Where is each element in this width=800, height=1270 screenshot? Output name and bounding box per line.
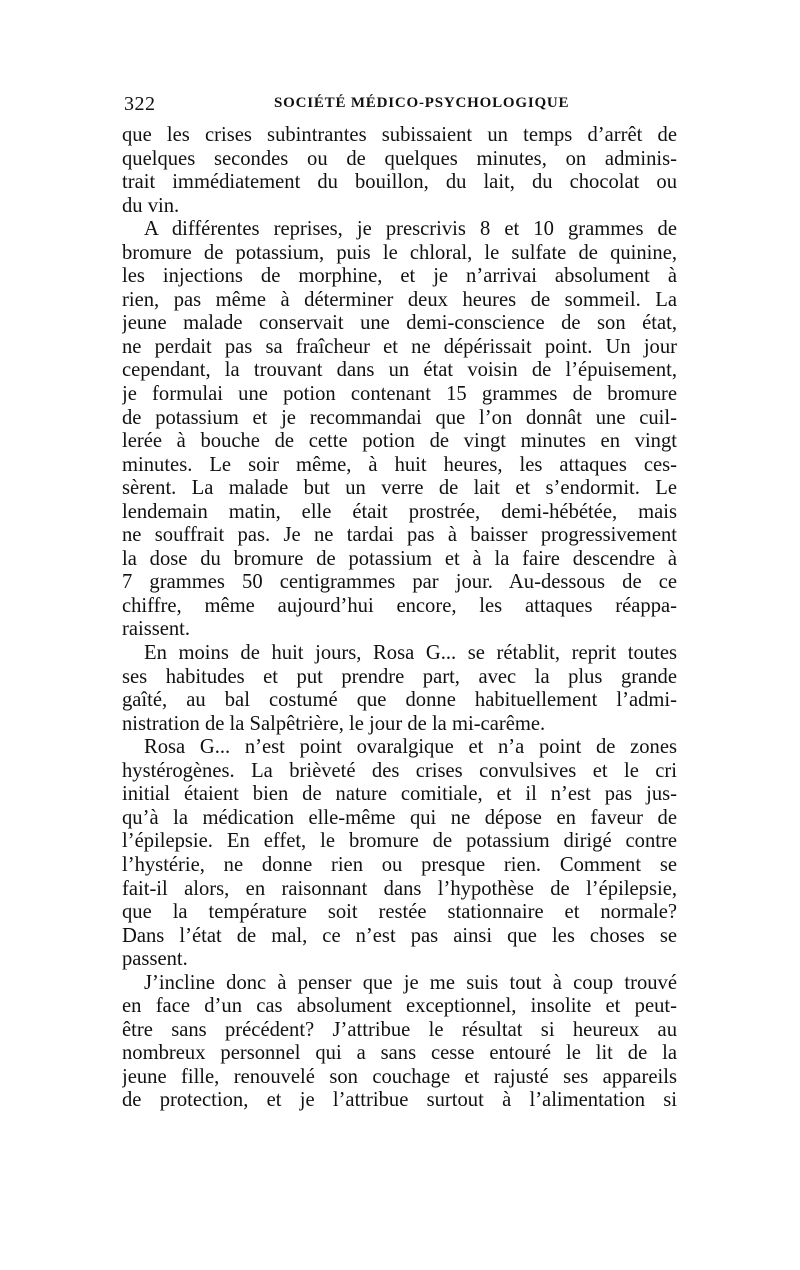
text-line: la dose du bromure de potassium et à la faire descendre à	[122, 547, 677, 570]
text-line: lerée à bouche de cette potion de vingt minutes en vingt	[122, 430, 677, 453]
text-line: qu’à la médication elle-même qui ne dépose en faveur de	[122, 806, 677, 829]
text-line: sèrent. La malade but un verre de lait et s’endormit. Le	[122, 477, 677, 500]
text-line: rien, pas même à déterminer deux heures de sommeil. La	[122, 288, 677, 311]
text-line: que la température soit restée stationnaire et normale?	[122, 901, 677, 924]
text-line: trait immédiatement du bouillon, du lait, du chocolat ou	[122, 171, 677, 194]
text-line: l’épilepsie. En effet, le bromure de potassium dirigé contre	[122, 830, 677, 853]
text-line: quelques secondes ou de quelques minutes, on adminis-	[122, 147, 677, 170]
text-line: jeune fille, renouvelé son couchage et rajusté ses appareils	[122, 1065, 677, 1088]
text-line: de potassium et je recommandai que l’on donnât une cuil-	[122, 406, 677, 429]
text-line: bromure de potassium, puis le chloral, le sulfate de quinine,	[122, 241, 677, 264]
text-line: fait-il alors, en raisonnant dans l’hypothèse de l’épilepsie,	[122, 877, 677, 900]
text-line: cependant, la trouvant dans un état voisin de l’épuisement,	[122, 359, 677, 382]
text-line: jeune malade conservait une demi-conscience de son état,	[122, 312, 677, 335]
text-line: être sans précédent? J’attribue le résultat si heureux au	[122, 1018, 677, 1041]
text-line: nombreux personnel qui a sans cesse entouré le lit de la	[122, 1042, 677, 1065]
text-line: Dans l’état de mal, ce n’est pas ainsi que les choses se	[122, 924, 677, 947]
text-line: ne souffrait pas. Je ne tardai pas à baisser progressivement	[122, 524, 677, 547]
text-line: ses habitudes et put prendre part, avec la plus grande	[122, 665, 677, 688]
text-line: hystérogènes. La brièveté des crises convulsives et le cri	[122, 759, 677, 782]
running-title: SOCIÉTÉ MÉDICO-PSYCHOLOGIQUE	[274, 95, 570, 111]
text-line: raissent.	[122, 618, 191, 641]
text-line: gaîté, au bal costumé que donne habituellement l’admi-	[122, 689, 677, 712]
text-line: En moins de huit jours, Rosa G... se rétablit, reprit toutes	[144, 642, 677, 665]
text-line: de protection, et je l’attribue surtout à l’alimentation si	[122, 1089, 677, 1112]
body-text	[122, 124, 677, 1113]
text-line: l’hystérie, ne donne rien ou presque rien. Comment se	[122, 853, 677, 876]
page-number: 322	[124, 93, 156, 115]
text-line: passent.	[122, 948, 188, 971]
text-line: je formulai une potion contenant 15 grammes de bromure	[122, 383, 677, 406]
text-line: ne perdait pas sa fraîcheur et ne dépérissait point. Un jour	[122, 335, 677, 358]
text-line: que les crises subintrantes subissaient un temps d’arrêt de	[122, 124, 677, 146]
text-line: initial étaient bien de nature comitiale, et il n’est pas jus-	[122, 783, 677, 806]
text-line: nistration de la Salpêtrière, le jour de la mi-carême.	[122, 712, 546, 735]
running-head	[124, 93, 672, 117]
text-line: J’incline donc à penser que je me suis tout à coup trouvé	[144, 971, 677, 994]
text-line: minutes. Le soir même, à huit heures, les attaques ces-	[122, 453, 677, 476]
text-line: en face d’un cas absolument exceptionnel, insolite et peut-	[122, 995, 677, 1018]
text-line: chiffre, même aujourd’hui encore, les attaques réappa-	[122, 594, 677, 617]
text-line: Rosa G... n’est point ovaralgique et n’a point de zones	[144, 736, 677, 759]
text-line: les injections de morphine, et je n’arrivai absolument à	[122, 265, 677, 288]
text-line: 7 grammes 50 centigrammes par jour. Au-dessous de ce	[122, 571, 677, 594]
text-line: lendemain matin, elle était prostrée, demi-hébétée, mais	[122, 500, 677, 523]
text-line: du vin.	[122, 194, 180, 217]
text-line: A différentes reprises, je prescrivis 8 et 10 grammes de	[144, 218, 677, 241]
